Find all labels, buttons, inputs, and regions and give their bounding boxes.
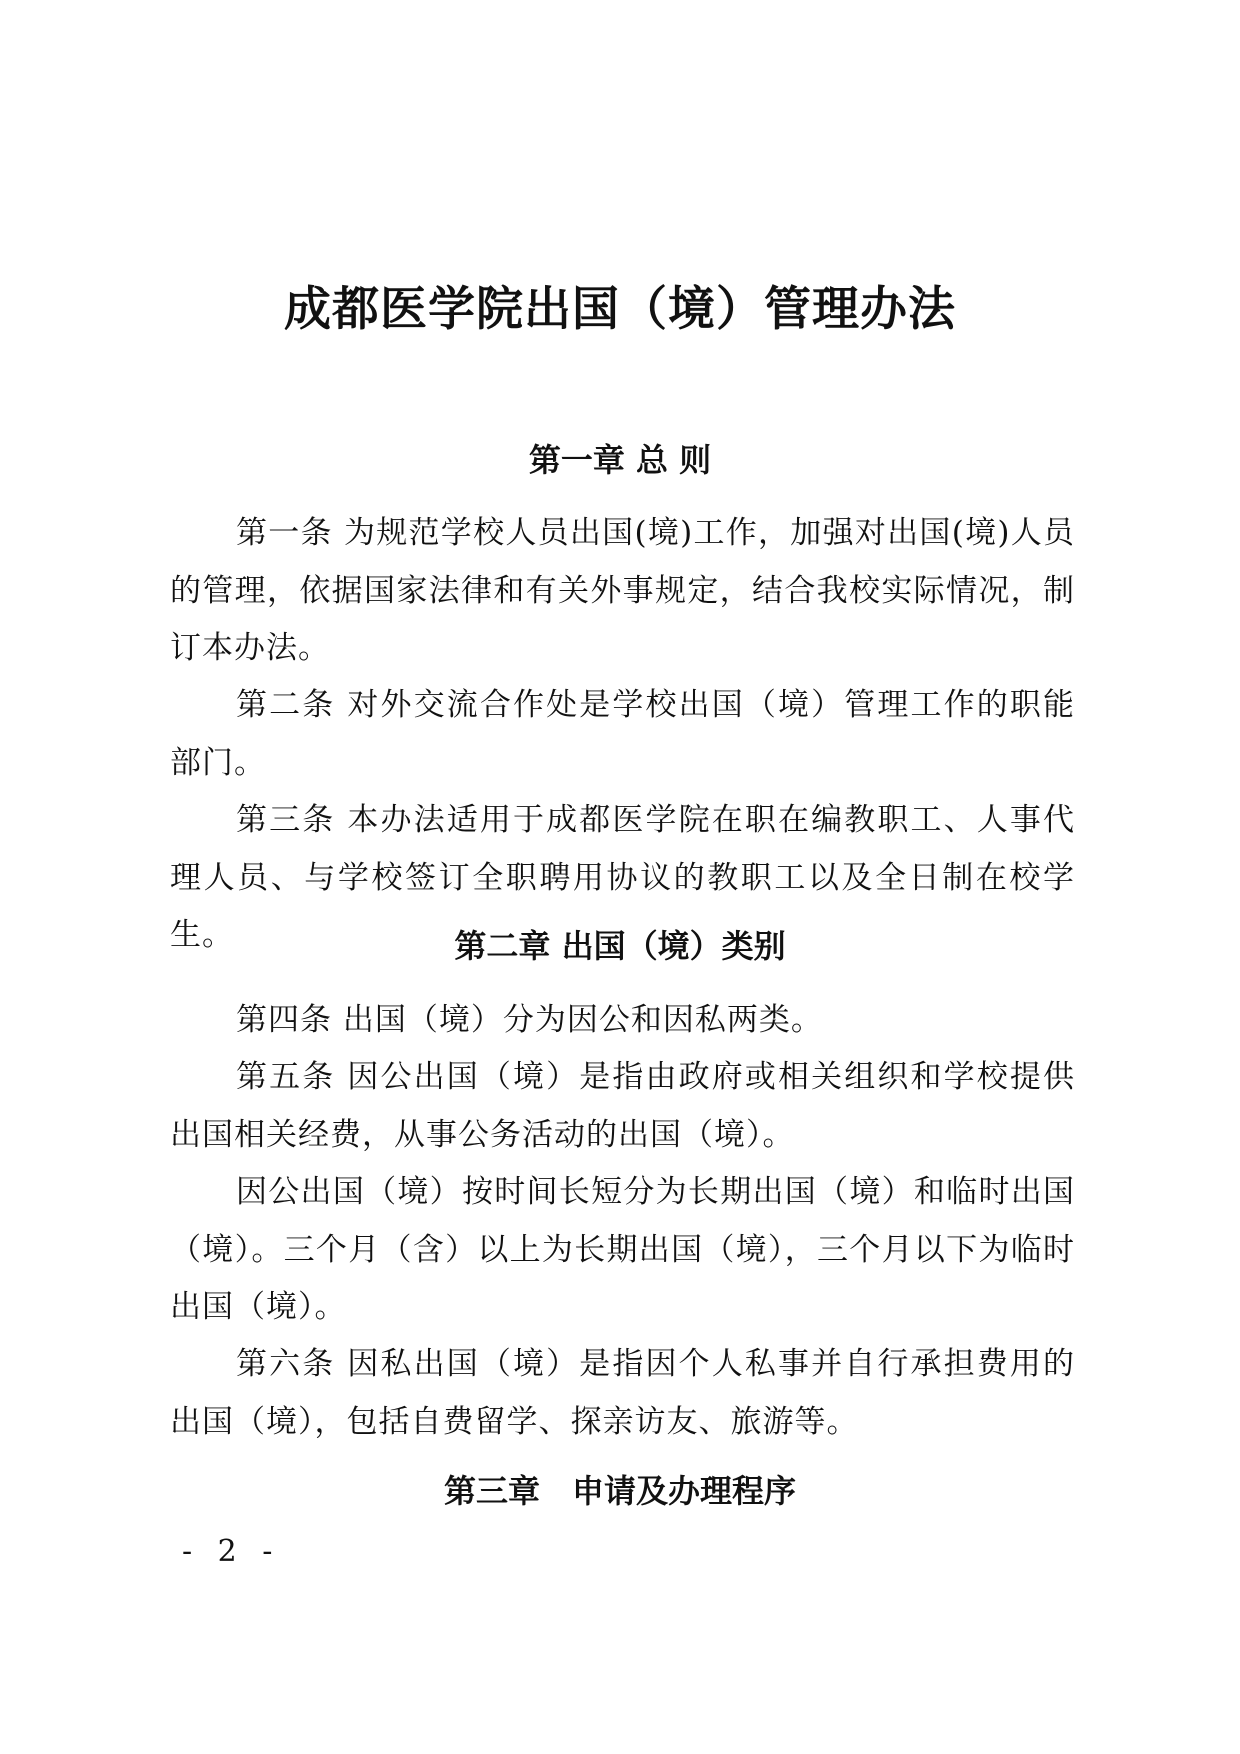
article-1: 第一条 为规范学校人员出国(境)工作，加强对出国(境)人员的管理，依据国家法律和有关外事规定，结合我校实际情况，制订本办法。 bbox=[170, 515, 1075, 666]
article-3: 第三条 本办法适用于成都医学院在职在编教职工、人事代理人员、与学校签订全职聘用协议的教职工以及全日制在校学生。 bbox=[170, 802, 1075, 953]
article-6: 第六条 因私出国（境）是指因个人私事并自行承担费用的出国（境），包括自费留学、探亲访友、旅游等。 bbox=[170, 1346, 1075, 1440]
chapter-heading-3: 第三章 申请及办理程序 bbox=[443, 1472, 796, 1510]
article-5-paragraph-2: 因公出国（境）按时间长短分为长期出国（境）和临时出国（境）。三个月（含）以上为长期出国（境），三个月以下为临时出国（境）。 bbox=[170, 1174, 1075, 1325]
chapter-heading-1: 第一章 总 则 bbox=[528, 441, 712, 479]
chapter-heading-2: 第二章 出国（境）类别 bbox=[454, 927, 786, 965]
article-4: 第四条 出国（境）分为因公和因私两类。 bbox=[236, 1002, 823, 1038]
article-5: 第五条 因公出国（境）是指由政府或相关组织和学校提供出国相关经费，从事公务活动的出国（境）。 bbox=[170, 1059, 1075, 1153]
page-number: - 2 - bbox=[182, 1534, 281, 1569]
article-2: 第二条 对外交流合作处是学校出国（境）管理工作的职能部门。 bbox=[170, 687, 1075, 781]
document-title: 成都医学院出国（境）管理办法 bbox=[284, 282, 956, 337]
